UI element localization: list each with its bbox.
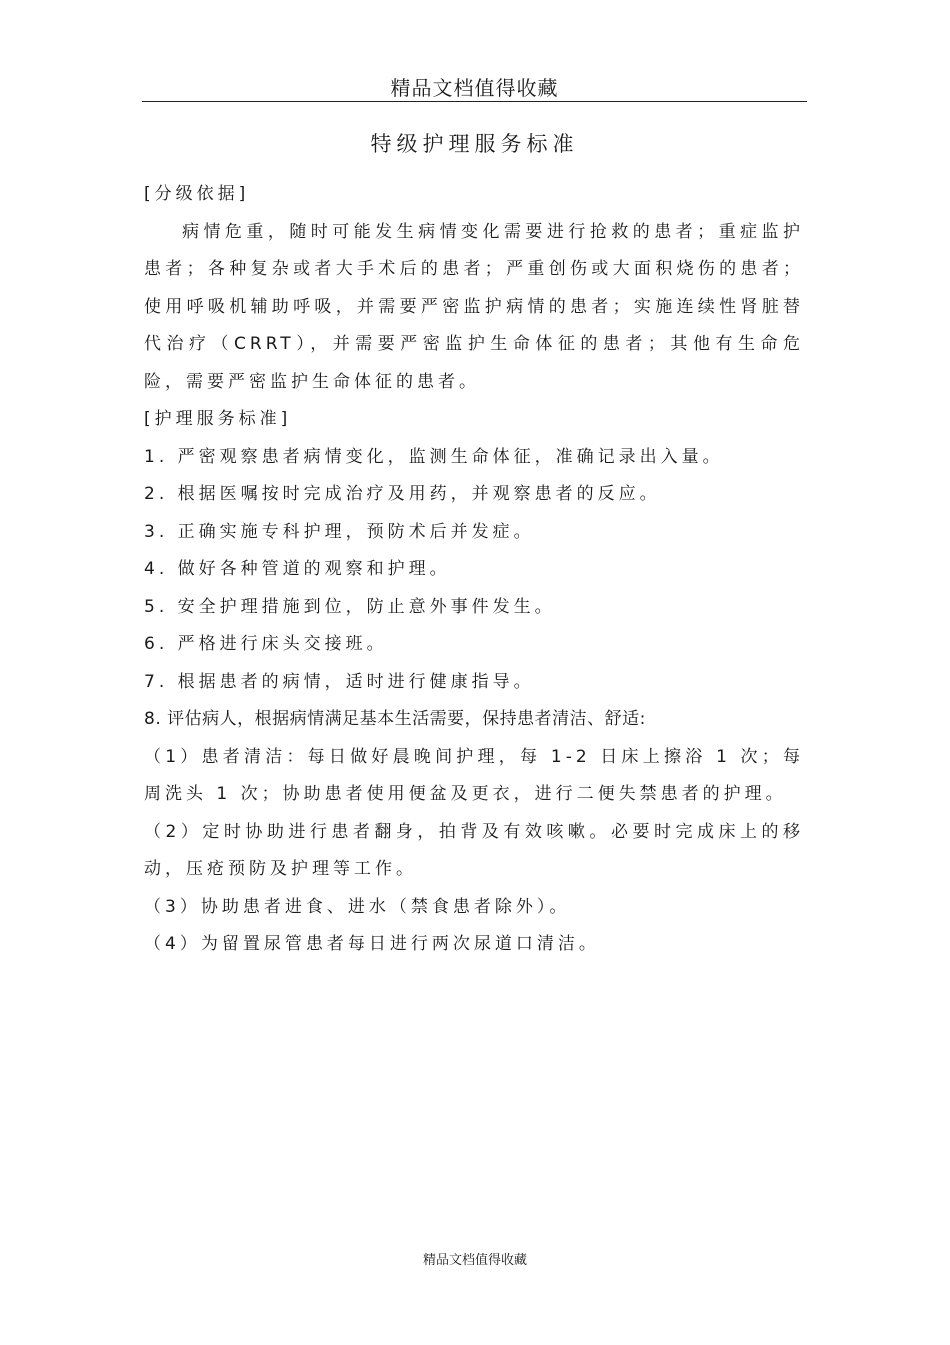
header-rule [142,101,807,102]
page-header: 精品文档值得收藏 [390,76,559,100]
basis-paragraph: 病情危重，随时可能发生病情变化需要进行抢救的患者；重症监护患者；各种复杂或者大手术后的患者；严重创伤或大面积烧伤的患者；使用呼吸机辅助呼吸，并需要严密监护病情的患者；实施连续性肾脏替代治疗（CRRT），并需要严密监护生命体征的患者；其他有生命危险，需要严密监护生命体征的患者。 [144,221,804,392]
standard-subitem: （2）定时协助进行患者翻身，拍背及有效咳嗽。必要时完成床上的移动，压疮预防及护理等工作。 [144,821,804,879]
standard-item: 4. 做好各种管道的观察和护理。 [144,559,451,579]
standard-item: 3. 正确实施专科护理，预防术后并发症。 [144,521,535,542]
standard-subitem: （1）患者清洁：每日做好晨晚间护理，每 1-2 日床上擦浴 1 次；每周洗头 1 次；协助患者使用便盆及更衣，进行二便失禁患者的护理。 [144,746,804,804]
standard-item: 1. 严密观察患者病情变化，监测生命体征，准确记录出入量。 [144,446,724,467]
standard-item: 6. 严格进行床头交接班。 [144,634,388,654]
standard-item: 5. 安全护理措施到位，防止意外事件发生。 [144,596,556,617]
standard-item: 2. 根据医嘱按时完成治疗及用药，并观察患者的反应。 [144,484,661,504]
section-heading-standards: [护理服务标准] [144,409,292,429]
standard-item: 7. 根据患者的病情，适时进行健康指导。 [144,671,535,692]
document-title: 特级护理服务标准 [370,132,579,156]
standard-subitem: （3）协助患者进食、进水（禁食患者除外）。 [144,896,571,917]
document-body [144,176,804,964]
section-heading-basis: [分级依据] [144,184,250,204]
standard-item: 8. 评估病人，根据病情满足基本生活需要，保持患者清洁、舒适: [144,709,646,729]
standard-subitem: （4）为留置尿管患者每日进行两次尿道口清洁。 [144,934,600,954]
page-footer: 精品文档值得收藏 [422,1253,527,1268]
